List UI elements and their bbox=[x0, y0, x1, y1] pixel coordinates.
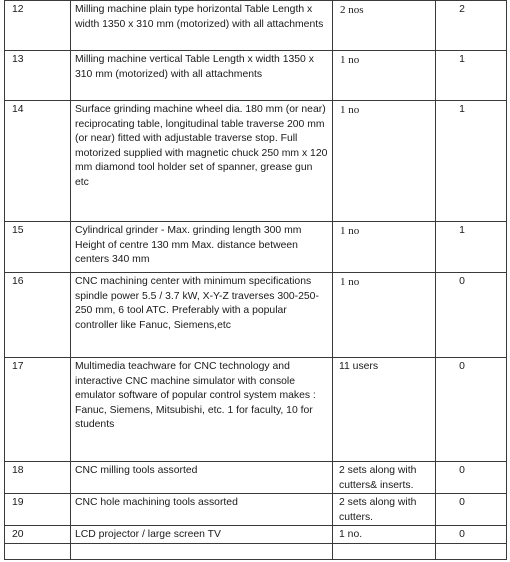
item-description: Surface grinding machine wheel dia. 180 mm (or near) reciprocating table, longitudinal table traverse 200 mm (or near) fitted with adjustable traverse stop. Full motorized supplied with magnetic chuck 250 mm x 120 mm diamond tool holder set of spanner, grease gun etc bbox=[71, 101, 333, 222]
empty-cell bbox=[5, 543, 71, 559]
table-row bbox=[5, 1, 507, 51]
item-description: Multimedia teachware for CNC technology and interactive CNC machine simulator with console emulator software of popular control system makes : Fanuc, Siemens, Mitsubishi, etc. 1 for faculty, 10 for students bbox=[71, 358, 333, 462]
item-quantity: 1 no bbox=[333, 222, 436, 273]
row-number: 15 bbox=[5, 222, 71, 273]
item-available: 0 bbox=[436, 462, 507, 494]
item-description: CNC hole machining tools assorted bbox=[71, 494, 333, 526]
table-row bbox=[5, 101, 507, 222]
row-number: 20 bbox=[5, 526, 71, 544]
item-description: CNC milling tools assorted bbox=[71, 462, 333, 494]
row-number: 12 bbox=[5, 1, 71, 51]
item-available: 1 bbox=[436, 222, 507, 273]
empty-cell bbox=[436, 543, 507, 559]
item-available: 1 bbox=[436, 101, 507, 222]
item-description: Cylindrical grinder - Max. grinding length 300 mm Height of centre 130 mm Max. distance between centers 340 mm bbox=[71, 222, 333, 273]
table-row bbox=[5, 51, 507, 101]
table-row-empty bbox=[5, 543, 507, 559]
item-quantity: 2 sets along with cutters. bbox=[333, 494, 436, 526]
equipment-table bbox=[4, 0, 507, 560]
item-available: 0 bbox=[436, 526, 507, 544]
item-quantity: 1 no bbox=[333, 101, 436, 222]
table-row bbox=[5, 526, 507, 544]
table-row bbox=[5, 222, 507, 273]
empty-cell bbox=[333, 543, 436, 559]
item-description: Milling machine vertical Table Length x width 1350 x 310 mm (motorized) with all attachments bbox=[71, 51, 333, 101]
item-quantity: 11 users bbox=[333, 358, 436, 462]
table-row bbox=[5, 273, 507, 358]
item-available: 1 bbox=[436, 51, 507, 101]
empty-cell bbox=[71, 543, 333, 559]
row-number: 19 bbox=[5, 494, 71, 526]
table-row bbox=[5, 494, 507, 526]
row-number: 18 bbox=[5, 462, 71, 494]
row-number: 16 bbox=[5, 273, 71, 358]
item-description: CNC machining center with minimum specifications spindle power 5.5 / 3.7 kW, X-Y-Z traverses 300-250-250 mm, 6 tool ATC. Preferably with a popular controller like Fanuc, Siemens,etc bbox=[71, 273, 333, 358]
table-row bbox=[5, 358, 507, 462]
item-available: 2 bbox=[436, 1, 507, 51]
item-quantity: 2 sets along with cutters& inserts. bbox=[333, 462, 436, 494]
item-available: 0 bbox=[436, 494, 507, 526]
item-quantity: 2 nos bbox=[333, 1, 436, 51]
table-row bbox=[5, 462, 507, 494]
item-available: 0 bbox=[436, 358, 507, 462]
row-number: 17 bbox=[5, 358, 71, 462]
item-quantity: 1 no bbox=[333, 273, 436, 358]
row-number: 14 bbox=[5, 101, 71, 222]
item-quantity: 1 no bbox=[333, 51, 436, 101]
row-number: 13 bbox=[5, 51, 71, 101]
item-description: Milling machine plain type horizontal Table Length x width 1350 x 310 mm (motorized) with all attachments bbox=[71, 1, 333, 51]
item-description: LCD projector / large screen TV bbox=[71, 526, 333, 544]
item-available: 0 bbox=[436, 273, 507, 358]
item-quantity: 1 no. bbox=[333, 526, 436, 544]
